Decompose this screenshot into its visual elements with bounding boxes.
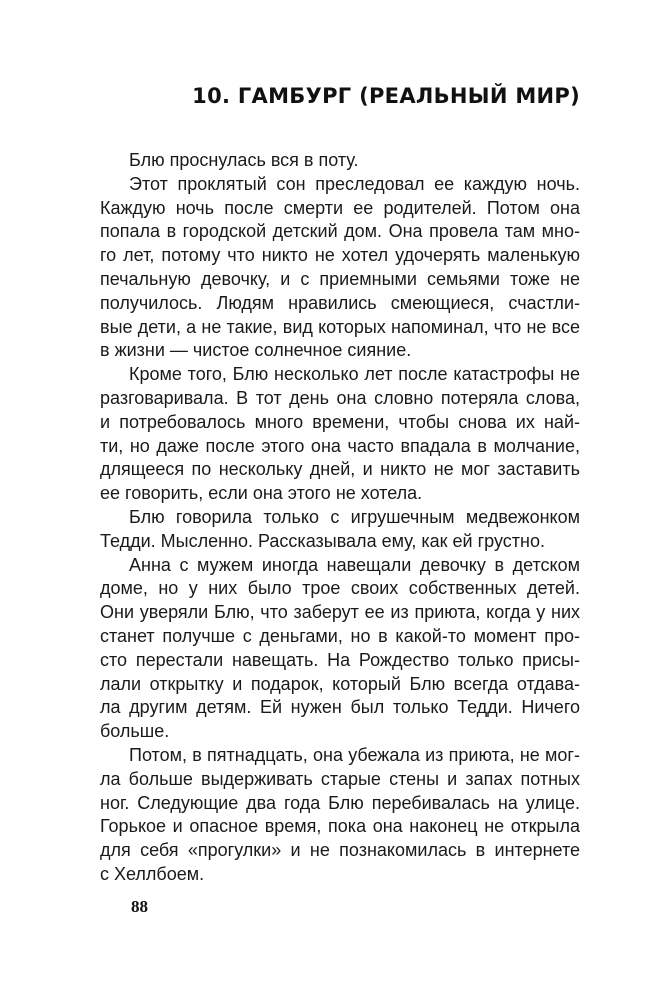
page-number: 88 bbox=[131, 897, 148, 916]
text-line: сто перестали навещать. На Рождество только присы- bbox=[100, 649, 580, 670]
text-line: лали открытку и подарок, который Блю всегда отдава- bbox=[100, 673, 580, 694]
text-line: Потом, в пятнадцать, она убежала из приюта, не мог- bbox=[129, 744, 580, 765]
text-line: Кроме того, Блю несколько лет после катастрофы не bbox=[129, 364, 580, 385]
text-line: ног. Следующие два года Блю перебивалась на улице. bbox=[100, 792, 580, 813]
text-line: попала в городской детский дом. Она провела там мно- bbox=[100, 221, 580, 242]
text-line: вые дети, а не такие, вид которых напоминал, что не все bbox=[100, 316, 580, 337]
text-line: Анна с мужем иногда навещали девочку в детском bbox=[129, 554, 580, 575]
chapter-title: 10. ГАМБУРГ (РЕАЛЬНЫЙ МИР) bbox=[192, 84, 580, 108]
text-line: Этот проклятый сон преследовал ее каждую ночь. bbox=[129, 173, 580, 194]
text-line: в жизни — чистое солнечное сияние. bbox=[100, 340, 412, 361]
text-line: с Хеллбоем. bbox=[100, 863, 205, 884]
text-line: печальную девочку, и с приемными семьями тоже не bbox=[100, 268, 580, 289]
text-line: длящееся по нескольку дней, и никто не мог заставить bbox=[100, 459, 580, 480]
text-line: разговаривала. В тот день она словно потеряла слова, bbox=[100, 387, 580, 408]
chapter-body bbox=[100, 149, 580, 887]
text-line: больше. bbox=[100, 721, 170, 742]
text-line: Горькое и опасное время, пока она наконец не открыла bbox=[100, 816, 580, 837]
text-line: Каждую ночь после смерти ее родителей. Потом она bbox=[100, 197, 580, 218]
text-line: и потребовалось много времени, чтобы снова их най- bbox=[100, 411, 580, 432]
text-line: станет получше с деньгами, но в какой-то момент про- bbox=[100, 625, 580, 646]
text-line: Блю говорила только с игрушечным медвежонком bbox=[129, 506, 580, 527]
text-line: получилось. Людям нравились смеющиеся, счастли- bbox=[100, 292, 580, 313]
text-line: доме, но у них было трое своих собственных детей. bbox=[100, 578, 580, 599]
text-line: ти, но даже после этого она часто впадала в молчание, bbox=[100, 435, 580, 456]
text-line: ла другим детям. Ей нужен был только Тедди. Ничего bbox=[100, 697, 580, 718]
text-line: Блю проснулась вся в поту. bbox=[129, 150, 359, 170]
text-line: для себя «прогулки» и не познакомилась в интернете bbox=[100, 840, 580, 861]
text-line: Они уверяли Блю, что заберут ее из приюта, когда у них bbox=[100, 602, 580, 623]
text-line: ла больше выдерживать старые стены и запах потных bbox=[100, 768, 580, 789]
text-line: ее говорить, если она этого не хотела. bbox=[100, 483, 423, 504]
text-line: Тедди. Мысленно. Рассказывала ему, как ей грустно. bbox=[100, 530, 545, 551]
text-line: го лет, потому что никто не хотел удочерять маленькую bbox=[100, 245, 580, 266]
